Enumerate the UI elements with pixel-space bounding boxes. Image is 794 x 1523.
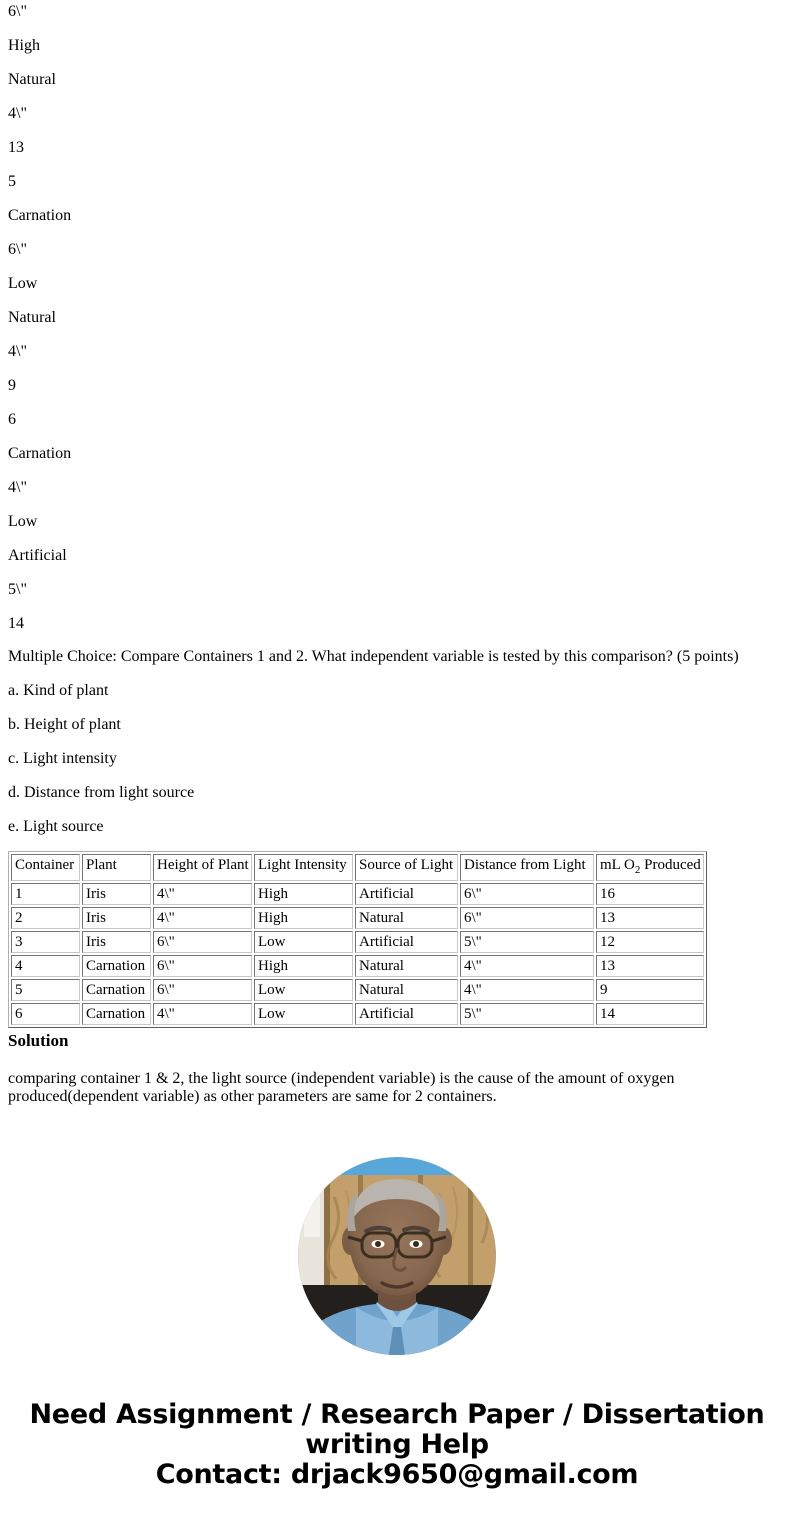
cell-container: 3 (11, 931, 80, 953)
list-item: 5 (8, 173, 16, 190)
cell-source: Artificial (355, 1003, 458, 1025)
cell-intensity: Low (254, 979, 353, 1001)
list-item: Natural (8, 71, 56, 88)
multiple-choice-question (8, 640, 778, 844)
cell-ml-oxygen: 12 (596, 931, 704, 953)
list-item: 14 (8, 615, 24, 632)
list-item: 6\" (8, 3, 27, 20)
oxygen-subscript: 2 (634, 864, 641, 876)
cell-source: Natural (355, 907, 458, 929)
list-item: Carnation (8, 207, 72, 224)
table-row (11, 907, 704, 929)
cell-height: 6\" (153, 931, 252, 953)
table-row (11, 1003, 704, 1025)
table-row (11, 955, 704, 977)
cell-plant: Carnation (82, 979, 151, 1001)
cell-distance: 5\" (460, 1003, 594, 1025)
cell-distance: 6\" (460, 907, 594, 929)
cell-container: 4 (11, 955, 80, 977)
solution-body: comparing container 1 & 2, the light source (independent variable) is the cause of the amount of oxygen produced(dependent variable) as other parameters are same for 2 containers. (8, 1070, 675, 1105)
cell-intensity: High (254, 883, 353, 905)
cell-container: 1 (11, 883, 80, 905)
question-option-c[interactable]: c. Light intensity (8, 750, 117, 767)
table-row (11, 883, 704, 905)
footer-contact-banner (0, 1400, 794, 1490)
cell-intensity: Low (254, 931, 353, 953)
question-option-b[interactable]: b. Height of plant (8, 716, 121, 733)
cell-plant: Carnation (82, 955, 151, 977)
cell-container: 2 (11, 907, 80, 929)
cell-ml-oxygen: 16 (596, 883, 704, 905)
cell-height: 4\" (153, 883, 252, 905)
column-header-distance: Distance from Light (460, 854, 594, 881)
table-header-row (11, 854, 704, 881)
cell-height: 6\" (153, 979, 252, 1001)
column-header-intensity: Light Intensity (254, 854, 353, 881)
list-item: 4\" (8, 105, 27, 122)
column-header-ml-oxygen (596, 854, 704, 881)
cell-ml-oxygen: 14 (596, 1003, 704, 1025)
avatar (298, 1157, 496, 1355)
cell-ml-oxygen: 9 (596, 979, 704, 1001)
cell-height: 6\" (153, 955, 252, 977)
cell-source: Artificial (355, 931, 458, 953)
question-option-a[interactable]: a. Kind of plant (8, 682, 109, 699)
list-item: Artificial (8, 547, 67, 564)
experiment-data-table-wrapper (8, 851, 707, 1028)
list-item: Low (8, 275, 38, 292)
cell-container: 5 (11, 979, 80, 1001)
cell-distance: 6\" (460, 883, 594, 905)
column-header-height: Height of Plant (153, 854, 252, 881)
question-option-e[interactable]: e. Light source (8, 818, 104, 835)
column-header-plant: Plant (82, 854, 151, 881)
list-item: 5\" (8, 581, 27, 598)
cell-intensity: Low (254, 1003, 353, 1025)
ml-label: mL O (600, 857, 635, 873)
experiment-data-table (8, 851, 707, 1028)
table-row (11, 979, 704, 1001)
column-header-source: Source of Light (355, 854, 458, 881)
list-item: High (8, 37, 40, 54)
cell-distance: 5\" (460, 931, 594, 953)
cell-intensity: High (254, 907, 353, 929)
solution-heading: Solution (8, 1031, 69, 1050)
question-option-d[interactable]: d. Distance from light source (8, 784, 195, 801)
column-header-container: Container (11, 854, 80, 881)
cell-plant: Iris (82, 907, 151, 929)
cell-height: 4\" (153, 907, 252, 929)
list-item: Natural (8, 309, 56, 326)
cell-height: 4\" (153, 1003, 252, 1025)
list-item: 13 (8, 139, 24, 156)
cell-source: Natural (355, 979, 458, 1001)
list-item: 6 (8, 411, 16, 428)
list-item: 9 (8, 377, 16, 394)
footer-line-2: writing Help (305, 1429, 489, 1460)
question-prompt: Multiple Choice: Compare Containers 1 and 2. What independent variable is tested by this comparison? (5 points) (8, 648, 739, 665)
cell-plant: Iris (82, 931, 151, 953)
cell-distance: 4\" (460, 979, 594, 1001)
table-row (11, 931, 704, 953)
cell-ml-oxygen: 13 (596, 907, 704, 929)
cell-source: Natural (355, 955, 458, 977)
cell-source: Artificial (355, 883, 458, 905)
list-item: Carnation (8, 445, 72, 462)
cell-distance: 4\" (460, 955, 594, 977)
list-item: Low (8, 513, 38, 530)
cell-plant: Iris (82, 883, 151, 905)
avatar-portrait-graphic (298, 1157, 496, 1355)
produced-label: Produced (640, 857, 701, 873)
list-item: 4\" (8, 479, 27, 496)
fragment-list (8, 0, 708, 641)
cell-intensity: High (254, 955, 353, 977)
cell-ml-oxygen: 13 (596, 955, 704, 977)
footer-line-1: Need Assignment / Research Paper / Dissertation (29, 1399, 765, 1430)
cell-container: 6 (11, 1003, 80, 1025)
footer-line-3[interactable]: Contact: drjack9650@gmail.com (155, 1459, 639, 1490)
list-item: 6\" (8, 241, 27, 258)
list-item: 4\" (8, 343, 27, 360)
cell-plant: Carnation (82, 1003, 151, 1025)
